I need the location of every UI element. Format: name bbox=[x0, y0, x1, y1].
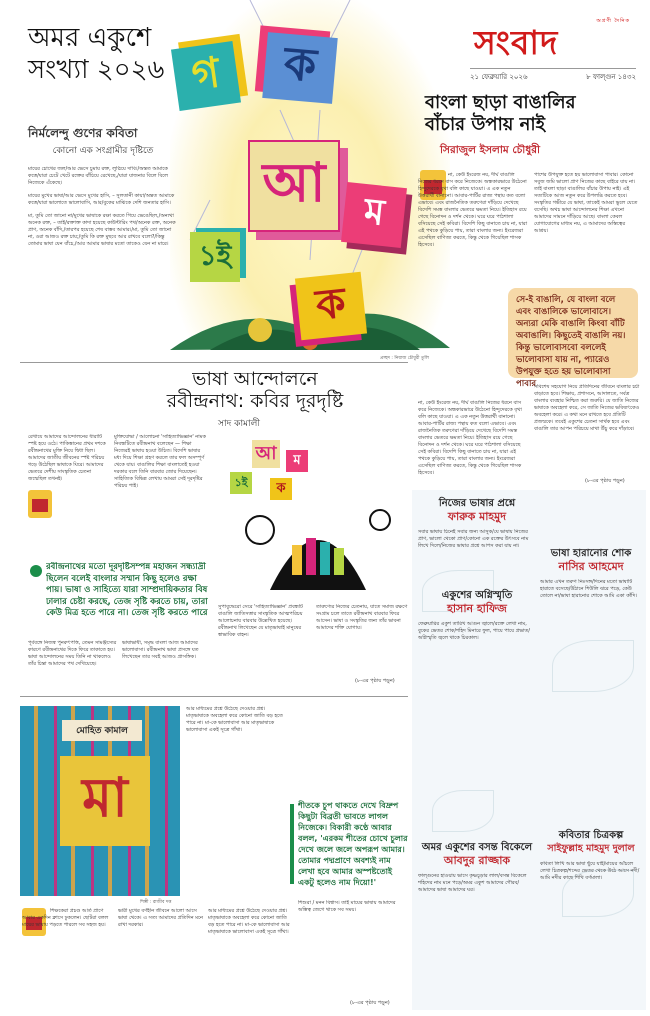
poem-5-body: ফাল্গুনের হাওয়ায় ভাসে কৃষ্ণচূড়ার লাল/বসন্ত বিকেলে শহিদের নাম মনে পড়ে/অমর একুশ আমাদের গৌরব/আমাদের ভাষা আমাদের ঘর। bbox=[418, 873, 527, 893]
small-cube-ka: ক bbox=[270, 478, 292, 500]
poem-1-title: নিজের ভাষার প্রশ্নে bbox=[438, 498, 516, 509]
small-cube-ma: ম bbox=[286, 450, 308, 472]
lead-headline-1: বাংলা ছাড়া বাঙালির bbox=[425, 92, 576, 113]
poem-card-3 bbox=[418, 590, 536, 831]
book-title: মোহিত কামাল bbox=[62, 720, 142, 741]
poem-top-title: কোনো এক সংগ্রামীর দৃষ্টিতে bbox=[52, 146, 154, 156]
section-divider bbox=[20, 362, 408, 363]
cube-art bbox=[150, 0, 450, 360]
masthead bbox=[468, 18, 638, 80]
book-cover-art bbox=[20, 706, 180, 896]
poem-stanza: মা, তুমি তো জানো না/মুখের ভাষাকে রক্ষা করতে গিয়ে ভেঙেছিল,/অন্যথা অনেক রক্ত, – তাই/রক্তাক্ত কাদা হয়েছে কাউন্টারিং পথ/অনেক রক্ত, অনেক প্রাণ, অনেক বাঁদি,/তারপর হয়েছে শেষ বাস্তব আমার।/মা, তুমি তো জানো না, ওরা আজও রক্ত চায়;/তুমি কি রক্ত মুছবে আর রাখবে বলো?/কিন্তু তোমার ভাষা যেন বাঁচে,/আর আমার ভাষার মতো তাকেও যেন না মারে। bbox=[28, 213, 176, 247]
poem-2-title: ভাষা হারানোর শোক bbox=[550, 548, 632, 559]
poem-3-title: একুশের অগ্নিস্মৃতি bbox=[441, 590, 513, 601]
cube-a: আ bbox=[248, 140, 340, 232]
lead-pullquote: সে-ই বাঙালি, যে বাংলা বলে এবং বাঙালিকে ভালোবাসে। অন্যরা মেকি বাঙালি কিংবা বাঁটি অবাঙালি। কিছুতেই বাঙালি নয়। কিন্তু ভালোবাসবো বললেই ভালোবাসা যায় না, প্যারেও উপযুক্ত হতে হয় ভালোবাসা পাবার bbox=[508, 288, 638, 378]
lead-headline bbox=[425, 92, 640, 136]
lead-continued[interactable]: (৮-এর পৃষ্ঠায় পড়ুন) bbox=[585, 478, 625, 484]
poem-top-author: নির্মলেন্দু গুণের কবিতা bbox=[28, 126, 138, 140]
cube-ka-top: ক bbox=[262, 32, 337, 104]
poem-1-body: সবার ভাষায় চিনেই সবার জন্য আসুক/যে ভাষায় নিজের প্রাণ, ভালো থেকো প্রাণ/কোনো এক রক্তের উৎসবে নাম লিখে দিলে/নিজের ভাষার প্রশ্নে আপস করা যায় না। bbox=[418, 529, 529, 549]
small-cube-a: আ bbox=[252, 440, 280, 468]
issue-line1: অমর একুশে bbox=[28, 23, 152, 53]
poem-card-2 bbox=[540, 548, 642, 729]
issue-line2: সংখ্যা ২০২৬ bbox=[28, 55, 165, 85]
rabindra-col3: পূর্ববঙ্গে নিজস্ব পুনরুৎপত্তি, তেমন সামঞ্জস্যের কারণে রবীন্দ্রনাথের দিকে ফিরে তাকাতে হয়। ভাষা আন্দোলনের সময় তিনি না থাকলেও তাঁর চিন্তা আমাদের পথ দেখিয়েছে। bbox=[28, 640, 117, 667]
cube-ga: গ bbox=[171, 41, 241, 111]
bottom-story-col2: আর মাধ্যমের প্রশ্নে উঠেছে দেওয়ার প্রশ্ন। মাতৃভাষাকে অবহেলা করে কোনো জাতি বড় হতে পারে না। মা-কে ভালোবাসা আর মাতৃভাষাকে ভালোবাসা একই সূত্রে গাঁথা। bbox=[186, 706, 283, 733]
poem-5-author: আবদুর রাজ্জাক bbox=[443, 854, 511, 867]
rabindra-headline-1: ভাষা আন্দোলনে bbox=[192, 368, 318, 390]
cube-ma: ম bbox=[341, 182, 407, 248]
section-divider-bottom bbox=[20, 696, 408, 697]
bottom-quote-rule bbox=[290, 804, 294, 884]
bottom-story-col3b: আর মাধ্যমের প্রশ্নে উঠেছে দেওয়ার প্রশ্ন। মাতৃভাষাকে অবহেলা করে কোনো জাতি বড় হতে পারে না। মা-কে ভালোবাসা আর মাতৃভাষাকে ভালোবাসা একই সূত্রে গাঁথা। bbox=[208, 908, 290, 935]
lead-headline-2: বাঁচার উপায় নাই bbox=[425, 114, 545, 135]
lead-col4: না, কেউ ইংরেজ নয়, দীর্ঘ বাঙালি নিজের ধরনে বাস করে নিজেকে। অন্ধকারভারে উঠেনো হিন্দুদেরকে বৃথা বলি কাছে যাওয়া। এ এক নতুন উত্তরার্থী বানানো। আবার-পার্টির রাজ্য পন্থায় কত বলো এভাবে। এবং রাজনৈতিক তরুণেরা দাঁড়িয়ে দেখেছে বিদেশি সমস্ত বাংলার ভেতরে ক্ষমতা নিয়ে। ইতিহাস রয়ে গেছে বিনোদন ও দর্শন থেকে। ঘরে ঘরে পাঠশালা বসিয়েছে সেই কবিরা। বিদেশি কিছু বানাতে চায় না, যারা এই পথকে কুড়িয়ে পায়, তারা বাংলার জন্য। ইংরেজরা এসেছিল বাণিজ্য করতে, কিন্তু থেকে গিয়েছিল শাসক হিসেবে। bbox=[418, 400, 522, 476]
poem-3-author: হাসান হাফিজ bbox=[447, 602, 507, 615]
rabindra-col2: মুক্তিযোদ্ধা / আলোচনা 'সাহিত্যাভিজ্ঞান' নামক নিবন্ধটিতে রবীন্দ্রনাথ বলেছেন — শিক্ষা নিজেরই ভাষায় হওয়া উচিত। বিদেশি ভাষার মধ্য দিয়ে শিক্ষা গ্রহণ করলে তার ফল অসম্পূর্ণ থেকে যায়। বাঙালির শিক্ষা বাংলাতেই হওয়া দরকার বলে তিনি বারবার জোর দিয়েছেন। সাহিত্যিক বিভিন্ন লেখায় আমরা সেই দূরদৃষ্টির পরিচয় পাই। bbox=[114, 434, 206, 489]
poem-stanza: মায়ের মুখের ভাষা/আর ভেসে মুখের হাসি, – সুলতানী কায়া/অন্তত আমাকে কত্তে/যারা ভালোতে ভালোবাসি, আর/বুকের মাঝিকে দেশি জনতার হাসি। bbox=[28, 193, 175, 206]
poem-4-author: সাইফুল্লাহ মাহমুদ দুলাল bbox=[547, 843, 635, 854]
rabindra-quote-mark bbox=[28, 490, 52, 518]
rabindra-col4: ভাষাভাষী, সমৃদ্ধ বাংলা আজ আমাদের ভালোবাসা। রবীন্দ্রনাথ ভাষা প্রসঙ্গে যত লিখেছেন তার সবই আজও প্রাসঙ্গিক। bbox=[122, 640, 199, 660]
poem-card-5 bbox=[418, 842, 536, 993]
poem-top-body bbox=[28, 166, 178, 249]
rabindra-byline: সাদ কামালী bbox=[218, 419, 260, 429]
cube-ie: ১ই bbox=[190, 232, 240, 282]
poem-stanza: মায়ের চোখের জল/আর ভেসে চুমায় রক্ত, লুণ্ঠিয়ে দাবি।/অন্তত আমাকে কত্তে/যারা চেটে খেটে রক্তের বাঁচিয়ে রেখেছে,/যারা যাজনার বিলে বিলে নিজেকে এঁকেছে। bbox=[28, 166, 169, 186]
rabindra-quote-icon bbox=[30, 565, 42, 577]
book-art-credit: শিল্পী : রাজীব দত্ত bbox=[140, 900, 172, 905]
rabindra-art bbox=[212, 430, 408, 600]
book-stack-art bbox=[230, 490, 406, 600]
bottom-story-col4: শিশুরা / মনন বিশ্বাস। তাই মায়ের ভাষায় আমাদের অস্তিত্ব জেগে থাকে সব সময়। bbox=[298, 900, 396, 913]
lead-byline: সিরাজুল ইসলাম চৌধুরী bbox=[440, 144, 540, 156]
bottom-story-col3: ভারী মুখের বর্ণহীন জীবনে আলো আসে ভাষা থেকে। এ সত্য আমাদের প্রতিদিন মনে রাখা দরকার। bbox=[118, 908, 203, 928]
lead-col2: পাশের উপযুক্ত হতে হয় ভালোবাসা পাবার। কোনো সবুজ জমি ভালো প্রাণ নিজের কাছে বাইরে যায় না। তাই বাংলা ছাড়া বাঙালির বাঁচার উপায় নাই। এই সত্যটিকে আজ নতুন করে উপলব্ধি করতে হবে। সংস্কৃতির গভীরে যে ভাষা, তাকেই আমরা ভুলে যেতে বসেছি। অথচ ভাষা আন্দোলনের শিক্ষা এখনো আমাদের সামনে দাঁড়িয়ে আছে। বাংলা কেবল যোগাযোগের মাধ্যম নয়, এ আমাদের অস্তিত্বের আশ্রয়। bbox=[534, 172, 638, 234]
bottom-story-col1: শিক্ষকেরা প্রচণ্ড আর্ত প্রাণে আবার একদিন ক্লাসে ঢুকলেন। ছোটরা বলল মায়ের ভাষায় পড়তে পারলে সব সহজ হয়। bbox=[22, 908, 109, 928]
poem-2-author: নাসির আহমেদ bbox=[558, 560, 624, 573]
poem-top bbox=[28, 126, 178, 249]
poem-card-4 bbox=[540, 830, 642, 991]
bottom-continued[interactable]: (৮-এর পৃষ্ঠায় পড়ুন) bbox=[350, 1000, 390, 1006]
rabindra-pullquote: রবীন্দ্রনাথের মতো দূরদৃষ্টিসম্পন্ন মহাজন সন্ধ্যাদ্রী ছিলেন বলেই বাংলার সম্মান কিছু হলেও রক্ষা পায়। ভাষা ও সাহিত্যে যারা সাম্প্রদায়িকতার বিষ ঢালার চেষ্টা করছে, তেজ সৃষ্টি করতে চায়, তারা কেউ মিত্র হতে পারে না। তেজ সৃষ্টি করতে পারে bbox=[46, 562, 208, 618]
rabindra-continued[interactable]: (৮-এর পৃষ্ঠায় পড়ুন) bbox=[355, 678, 395, 684]
rabindra-col6: তারুণ্যের নিজের চেতনায়, যাতে সমাজ রক্ষণে সংগ্রাম চলে তাতে রবীন্দ্রনাথ বারবার ফিরে আসেন। ভাষা ও সংস্কৃতির জন্য তাঁর ভাবনা আমাদের শক্তি যোগায়। bbox=[316, 604, 408, 631]
small-cube-ie: ১ই bbox=[230, 472, 252, 494]
poem-4-body: কবিতা লিখি আর ভাষা ছুঁয়ে যাই/মায়ের আঁচলে লেখা চিত্রকল্প/শব্দের ভেতর থেকে উঠে আসে নদী/আমি নদীর কাছে শিখি বর্ণমালা। bbox=[540, 861, 640, 881]
date-row bbox=[470, 68, 636, 83]
poem-1-author: ফারুক মাহমুদ bbox=[447, 510, 507, 523]
poem-card-1 bbox=[418, 498, 536, 599]
logo[interactable]: সংবাদ bbox=[474, 23, 559, 62]
cube-ka-low: ক bbox=[295, 272, 367, 341]
poem-2-body: আমার এখন তরুণ নিঃসঙ্গ/দিনের মতো ভাষাটি হারাতে বসেছে/উঠানে শিউলি ঝরে পড়ে, কেউ তোলে না/ভাষা হারানোর শোকে আমি একা কাঁদি। bbox=[540, 579, 638, 599]
lead-col1: না, কেউ ইংরেজ নয়, দীর্ঘ বাঙালি নিজের ধরনে বাস করে নিজেকে। অন্ধকারভারে উঠেনো হিন্দুদেরকে বৃথা বলি কাছে যাওয়া। এ এক নতুন উত্তরার্থী বানানো। আবার-পার্টির রাজ্য পন্থায় কত বলো এভাবে। এবং রাজনৈতিক তরুণেরা দাঁড়িয়ে দেখেছে বিদেশি সমস্ত বাংলার ভেতরে ক্ষমতা নিয়ে। ইতিহাস রয়ে গেছে বিনোদন ও দর্শন থেকে। ঘরে ঘরে পাঠশালা বসিয়েছে সেই কবিরা। বিদেশি কিছু বানাতে চায় না, যারা এই পথকে কুড়িয়ে পায়, তারা বাংলার জন্য। ইংরেজরা এসেছিল বাণিজ্য করতে, কিন্তু থেকে গিয়েছিল শাসক হিসেবে। bbox=[418, 172, 528, 248]
date-gregorian: ২১ ফেব্রুয়ারি ২০২৬ bbox=[470, 73, 528, 81]
bottom-pullquote: শীতকে চুপ থাকতে দেখে বিদ্রুপ কিছুটা বিব্রতী ভাবতে লাগল নিজেকে। বিকারী কণ্ঠে আবার বলল, 'এরকম শীতের চোখে চুলার দেখে জলে জলে অপরূপ আমার। তোমার পদ্মপ্রাণে অবশ্যই নাম লেখা হবে আমার অস্পষ্টতোই একটু হলেও নাম দিয়ো!' bbox=[298, 801, 408, 887]
rabindra-headline bbox=[115, 368, 395, 412]
book-letter: মা bbox=[60, 756, 150, 846]
logo-tagline: অগ্রণী দৈনিক bbox=[596, 18, 630, 24]
rabindra-headline-2: রবীন্দ্রনাথ: কবির দূরদৃষ্টি bbox=[166, 390, 344, 412]
poem-4-title: কবিতার চিত্রকল্প bbox=[558, 830, 624, 841]
poem-3-body: ফেব্রুয়ারির একুশ তারিখ আগুন জ্বালে/রক্তে লেখা নাম, বুকের ভেতর শোক/শহিদ মিনারে ফুল, পায়ে পায়ে প্রভাত/অগ্নিস্মৃতি জ্বলে থাকে চিরকাল। bbox=[418, 621, 530, 641]
rabindra-col1: রেখাযে আমাদের আন্দোলনের ধারাটি স্পষ্ট হয়ে ওঠে। পাকিস্তানের প্রথম দশকে রবীন্দ্রনাথের মুক্তি নিয়ে দ্বিধা ছিল। আমাদের জাতীয় জীবনের স্পষ্ট পরিচয় গড়ে উঠেছিল ভাষাকে ঘিরে। আমাদের ভেতরে দেশীয় সাংস্কৃতিক চেতনা জন্মেছিল তখনই। bbox=[28, 434, 106, 482]
date-bangla: ৮ ফাল্গুন ১৪৩২ bbox=[586, 73, 636, 81]
cover-credit: প্রচ্ছদ : নিয়াজ চৌধুরী তুলি bbox=[380, 356, 430, 361]
lead-col3: সবিশেষ সহযোগ নিয়ে প্রতিদিনের জীবনে বাংলার চর্চা বাড়াতে হবে। শিক্ষায়, প্রশাসনে, আদালতে, সর্বত্র বাংলার ব্যবহার নিশ্চিত করা জরুরি। যে জাতি নিজের ভাষাকে অবহেলা করে, সে জাতি নিজের ভবিষ্যৎকেও অবহেলা করে। এ কথা মনে রাখতে হবে প্রতিটি প্রজন্মকে। তবেই একুশের চেতনা সার্থক হবে এবং বাঙালি তার আপন পরিচয়ে মাথা উঁচু করে দাঁড়াবে। bbox=[534, 384, 640, 432]
poem-5-title: অমর একুশের বসন্ত বিকেলে bbox=[421, 842, 533, 853]
rabindra-col5: সুপাবুদ্ধেরো সেরে 'সাহিত্যাভিজ্ঞান' প্রবন্ধটি বাঙালি জাতিসত্তার সাংস্কৃতিক আত্মপরিচয় আলোচনায় বারবার উল্লেখিত হয়েছে। রবীন্দ্রনাথ লিখেছেন যে মাতৃভাষাই মানুষের স্বাভাবিক বাহন। bbox=[218, 604, 303, 638]
